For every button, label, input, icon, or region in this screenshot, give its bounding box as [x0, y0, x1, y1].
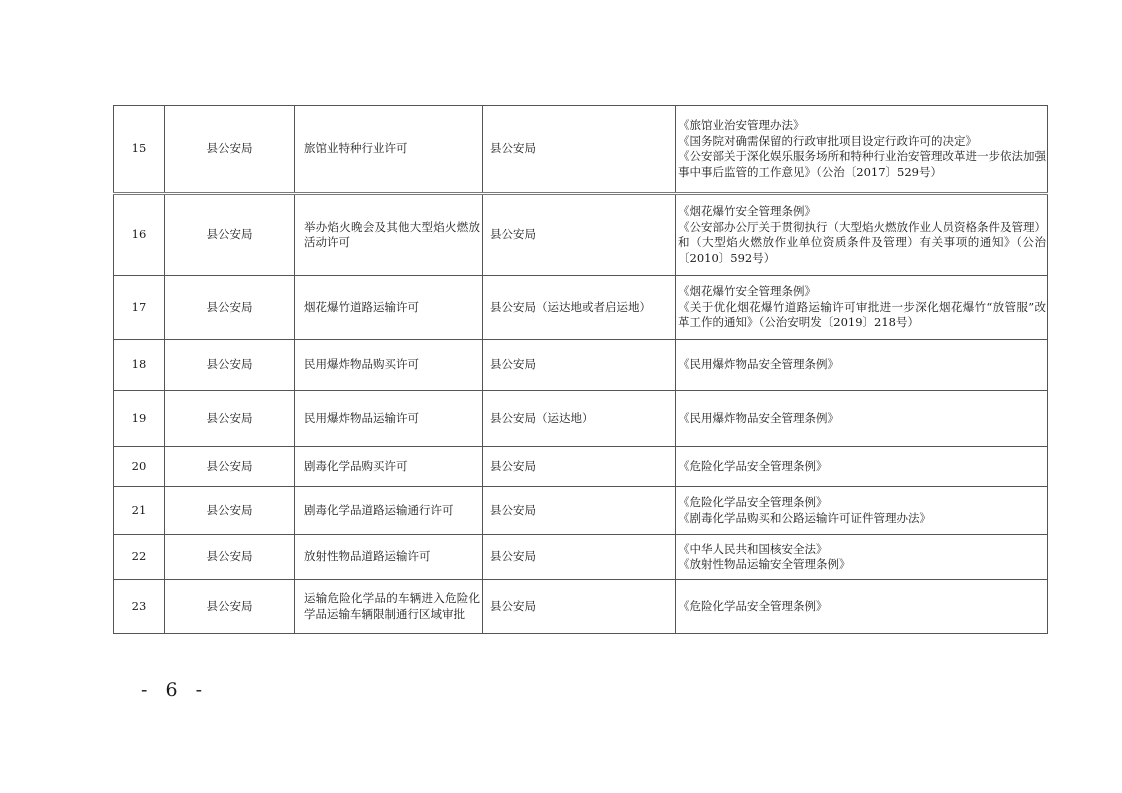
implementing-office-cell: 县公安局 — [483, 535, 676, 580]
row-number: 16 — [114, 194, 165, 276]
legal-basis-line: 《剧毒化学品购买和公路运输许可证件管理办法》 — [678, 510, 931, 525]
table-row — [114, 535, 1048, 580]
legal-basis-line: 《危险化学品安全管理条例》 — [678, 495, 828, 509]
department-cell: 县公安局 — [165, 447, 295, 487]
table-row — [114, 106, 1048, 194]
legal-basis-cell — [676, 194, 1048, 276]
row-number: 17 — [114, 276, 165, 340]
row-number: 15 — [114, 106, 165, 194]
license-item-cell: 剧毒化学品购买许可 — [295, 447, 483, 487]
license-item-cell: 运输危险化学品的车辆进入危险化学品运输车辆限制通行区域审批 — [295, 580, 483, 634]
department-cell: 县公安局 — [165, 106, 295, 194]
row-number: 20 — [114, 447, 165, 487]
license-item-cell: 放射性物品道路运输许可 — [295, 535, 483, 580]
implementing-office-cell: 县公安局 — [483, 487, 676, 535]
implementing-office-cell: 县公安局 — [483, 340, 676, 391]
department-cell: 县公安局 — [165, 391, 295, 447]
page-number: - 6 - — [141, 679, 209, 701]
row-number: 23 — [114, 580, 165, 634]
legal-basis-cell — [676, 535, 1048, 580]
license-item-cell: 烟花爆竹道路运输许可 — [295, 276, 483, 340]
department-cell: 县公安局 — [165, 276, 295, 340]
table-row — [114, 194, 1048, 276]
legal-basis-line: 《危险化学品安全管理条例》 — [678, 598, 828, 613]
legal-basis-line: 《危险化学品安全管理条例》 — [678, 458, 828, 473]
table-row — [114, 487, 1048, 535]
row-number: 18 — [114, 340, 165, 391]
legal-basis-line: 《公安部关于深化娱乐服务场所和特种行业治安管理改革进一步依法加强事中事后监管的工作意见》（公治〔2017〕529号） — [678, 149, 1046, 179]
legal-basis-cell — [676, 276, 1048, 340]
legal-basis-line: 《中华人民共和国核安全法》 — [678, 541, 828, 556]
legal-basis-line: 《关于优化烟花爆竹道路运输许可审批进一步深化烟花爆竹“放管服”改革工作的通知》（公治安明发〔2019〕218号） — [678, 299, 1046, 330]
license-item-cell: 举办焰火晚会及其他大型焰火燃放活动许可 — [295, 194, 483, 276]
table-row — [114, 276, 1048, 340]
legal-basis-cell — [676, 487, 1048, 535]
table-row — [114, 391, 1048, 447]
table-row — [114, 340, 1048, 391]
legal-basis-line: 《民用爆炸物品安全管理条例》 — [678, 357, 839, 372]
license-item-cell: 旅馆业特种行业许可 — [295, 106, 483, 194]
legal-basis-line: 《国务院对确需保留的行政审批项目设定行政许可的决定》 — [678, 133, 977, 148]
implementing-office-cell: 县公安局 — [483, 194, 676, 276]
license-item-cell: 剧毒化学品道路运输通行许可 — [295, 487, 483, 535]
row-number: 21 — [114, 487, 165, 535]
license-item-cell: 民用爆炸物品购买许可 — [295, 340, 483, 391]
department-cell: 县公安局 — [165, 340, 295, 391]
row-number: 19 — [114, 391, 165, 447]
implementing-office-cell: 县公安局（运达地） — [483, 391, 676, 447]
implementing-office-cell: 县公安局 — [483, 447, 676, 487]
legal-basis-cell — [676, 447, 1048, 487]
department-cell: 县公安局 — [165, 580, 295, 634]
legal-basis-line: 《烟花爆竹安全管理条例》 — [678, 284, 816, 299]
implementing-office-cell: 县公安局（运达地或者启运地） — [483, 276, 676, 340]
legal-basis-line: 《烟花爆竹安全管理条例》 — [678, 204, 816, 218]
legal-basis-cell — [676, 106, 1048, 194]
legal-basis-line: 《放射性物品运输安全管理条例》 — [678, 557, 851, 571]
table-row — [114, 447, 1048, 487]
legal-basis-line: 《民用爆炸物品安全管理条例》 — [678, 410, 839, 425]
legal-basis-line: 《公安部办公厅关于贯彻执行（大型焰火燃放作业人员资格条件及管理）和（大型焰火燃放作业单位资质条件及管理）有关事项的通知》（公治〔2010〕592号） — [678, 219, 1046, 265]
licensing-table — [113, 105, 1048, 634]
implementing-office-cell: 县公安局 — [483, 106, 676, 194]
implementing-office-cell: 县公安局 — [483, 580, 676, 634]
table-row — [114, 580, 1048, 634]
license-item-cell: 民用爆炸物品运输许可 — [295, 391, 483, 447]
legal-basis-cell — [676, 580, 1048, 634]
legal-basis-line: 《旅馆业治安管理办法》 — [678, 118, 805, 132]
row-number: 22 — [114, 535, 165, 580]
department-cell: 县公安局 — [165, 535, 295, 580]
department-cell: 县公安局 — [165, 194, 295, 276]
legal-basis-cell — [676, 340, 1048, 391]
legal-basis-cell — [676, 391, 1048, 447]
department-cell: 县公安局 — [165, 487, 295, 535]
